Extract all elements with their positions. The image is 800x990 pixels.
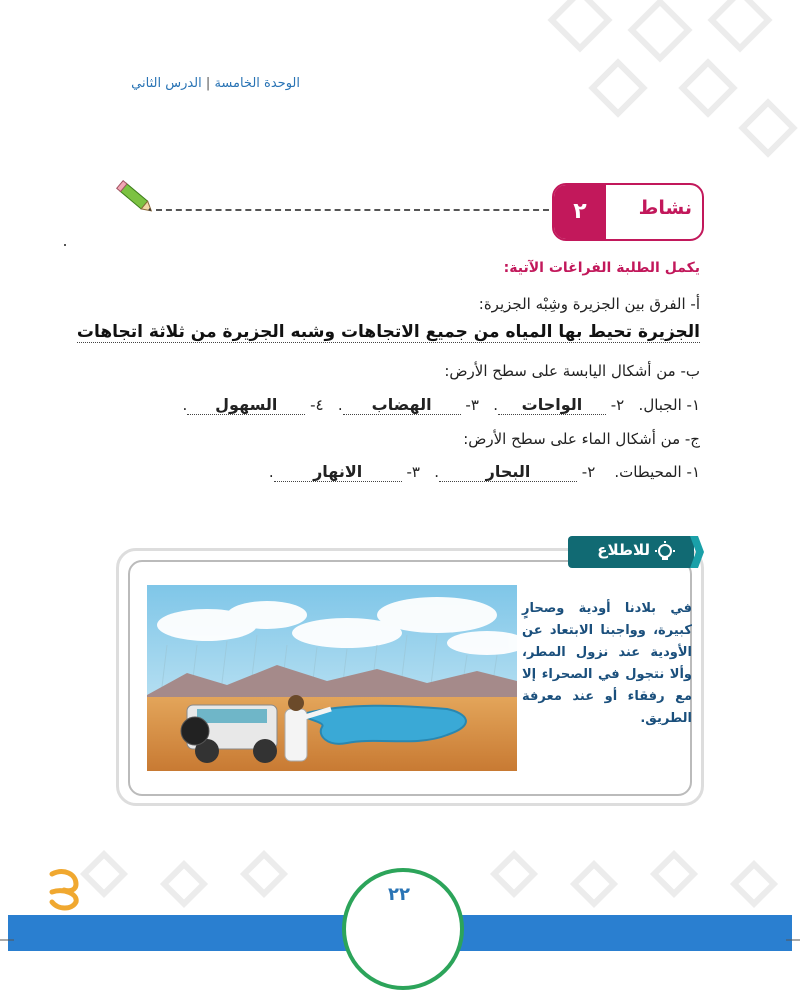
info-box-text: في بلادنا أودية وصحارٍ كبيرة، وواجبنا الابتعاد عن الأودية عند نزول المطر، وألا نتجول في الصحراء إلا مع رفقاء أو عند معرفة الطريق. (522, 601, 692, 726)
desert-rain-illustration (147, 585, 517, 771)
item-number: ١- (686, 463, 700, 481)
instruction: يكمل الطلبة الفراغات الآتية: (503, 260, 700, 276)
fill-blank: الانهار (274, 462, 402, 482)
fill-blank: الواحات (498, 395, 606, 415)
info-box-title: للاطلاع (597, 541, 650, 559)
dashed-divider (156, 209, 549, 211)
item-number: ٢- (610, 396, 625, 414)
question-c-prompt: ج- من أشكال الماء على سطح الأرض: (463, 430, 700, 448)
page-header (131, 76, 300, 91)
question-a-answer (77, 322, 700, 342)
info-box-tag (568, 536, 694, 568)
item-number: ٢- (581, 463, 596, 481)
header-separator: | (205, 76, 211, 91)
stray-dot (64, 244, 66, 246)
item-number: ٣- (465, 396, 479, 414)
lightbulb-icon (652, 541, 678, 563)
publisher-logo-icon (44, 868, 84, 912)
question-a-prompt: أ- الفرق بين الجزيرة وشِبْه الجزيرة: (478, 295, 700, 313)
tag-chevron-icon (690, 536, 704, 568)
item-number: ١- (686, 396, 700, 414)
item-number: ٤- (310, 396, 324, 414)
activity-number: ٢ (554, 185, 606, 239)
pencil-icon (115, 180, 157, 216)
activity-label: نشاط (638, 197, 692, 219)
item-number: ٣- (406, 463, 420, 481)
question-c-items: ١- المحيطات. ٢- البحار. ٣- الانهار. (268, 462, 700, 481)
question-b-prompt: ب- من أشكال اليابسة على سطح الأرض: (444, 362, 700, 380)
item-answer: المحيطات. (614, 463, 682, 481)
question-b-items: ١- الجبال. ٢- الواحات. ٣- الهضاب. ٤- السهول. (182, 395, 700, 414)
activity-badge (552, 183, 704, 241)
fill-blank: السهول (187, 395, 305, 415)
fill-blank: البحار (439, 462, 577, 482)
page-number: ٢٢ (388, 884, 410, 905)
lesson-title: الدرس الثاني (131, 76, 202, 91)
item-answer: الجبال. (638, 396, 682, 414)
unit-title: الوحدة الخامسة (214, 76, 300, 91)
answer-text: الجزيرة تحيط بها المياه من جميع الاتجاهات وشبه الجزيرة من ثلاثة اتجاهات (76, 322, 700, 342)
crop-marks (0, 920, 800, 960)
fill-blank: الهضاب (343, 395, 461, 415)
